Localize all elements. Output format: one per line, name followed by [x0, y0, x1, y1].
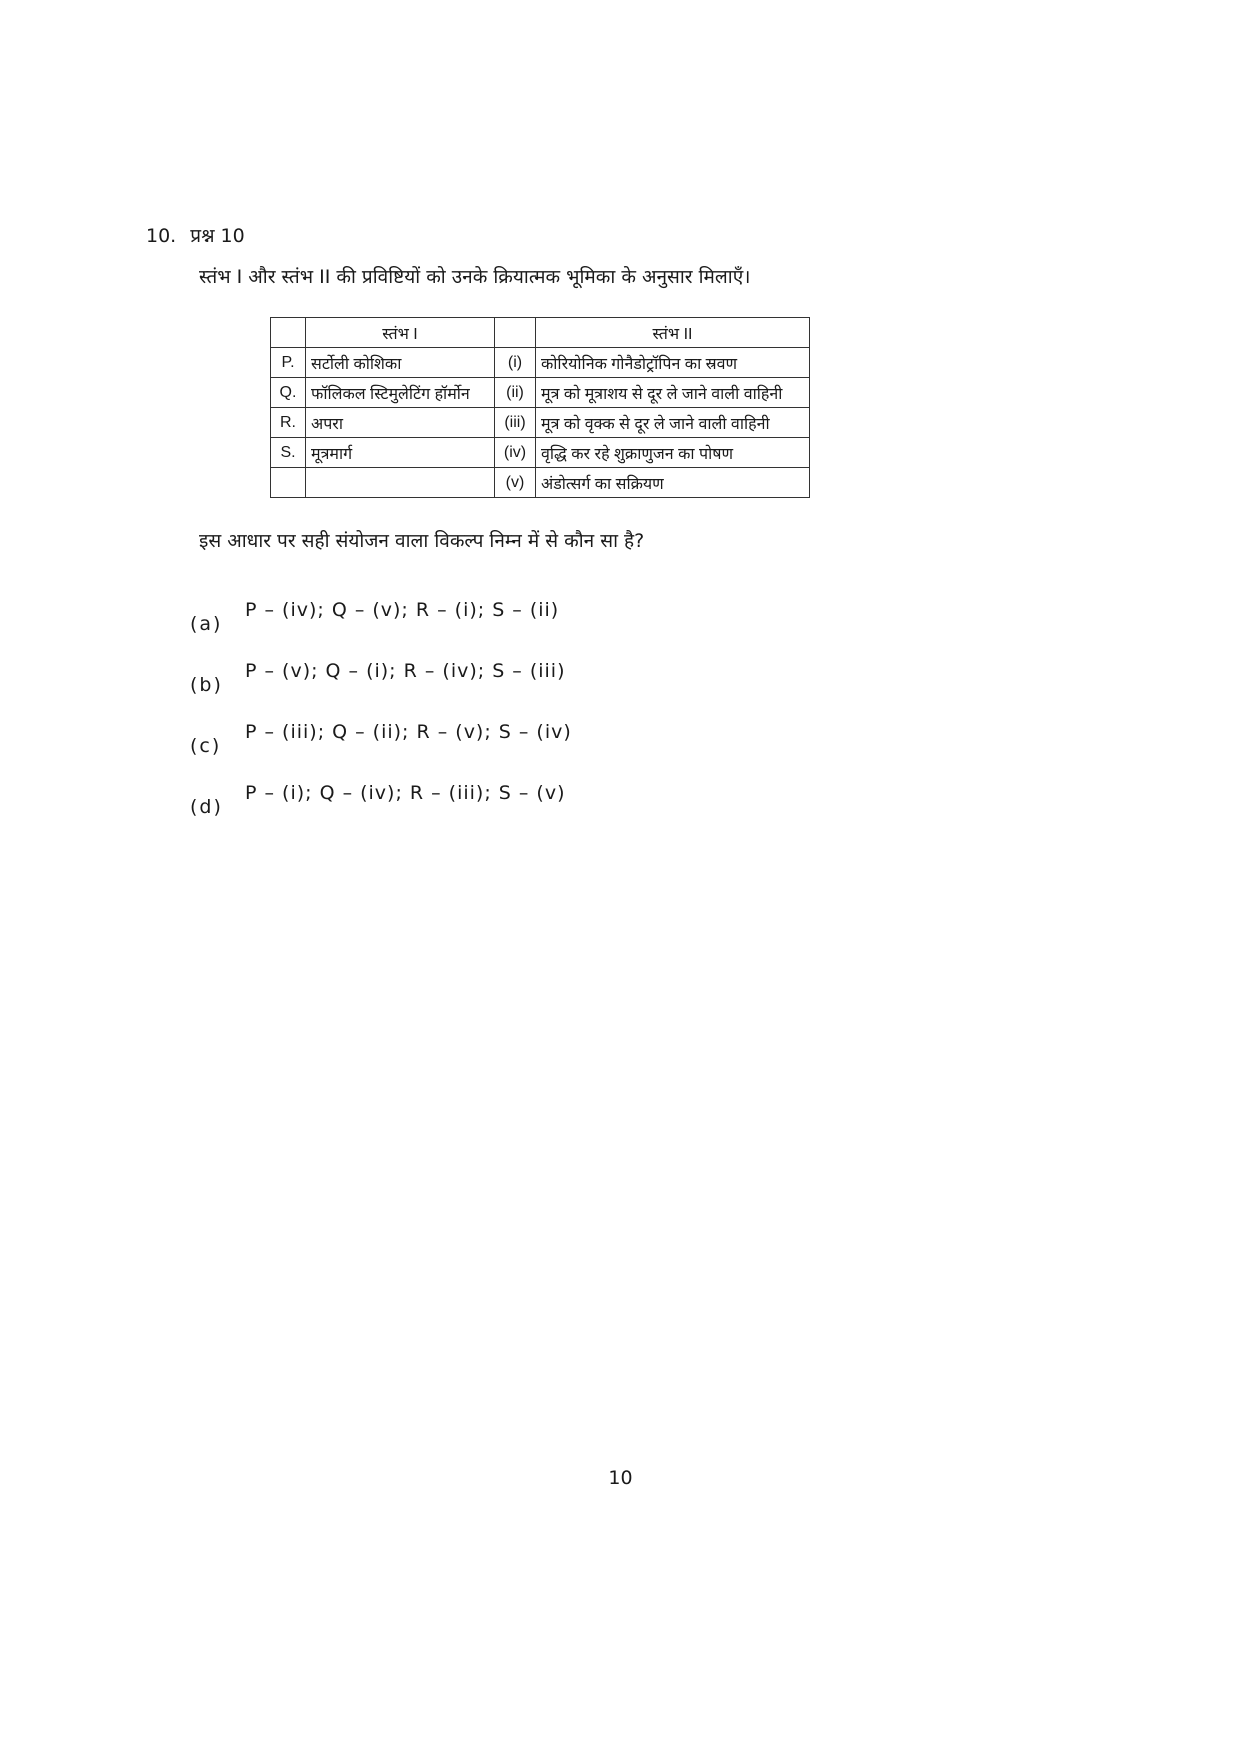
table-row	[271, 468, 810, 498]
column2-header: स्तंभ II	[536, 318, 810, 348]
question-number: 10.	[146, 225, 177, 247]
option-label: (b)	[190, 674, 223, 696]
column2-item: मूत्र को वृक्क से दूर ले जाने वाली वाहिनी	[536, 408, 810, 438]
row-letter: Q.	[271, 378, 306, 408]
column2-item: कोरियोनिक गोनैडोट्रॉपिन का स्रवण	[536, 348, 810, 378]
row-letter	[271, 468, 306, 498]
row-roman: (i)	[495, 348, 536, 378]
column1-item: फॉलिकल स्टिमुलेटिंग हॉर्मोन	[306, 378, 495, 408]
column2-item: मूत्र को मूत्राशय से दूर ले जाने वाली वाहिनी	[536, 378, 810, 408]
page-number: 10	[608, 1467, 633, 1489]
table-row	[271, 378, 810, 408]
question-instruction: स्तंभ I और स्तंभ II की प्रविष्टियों को उनके क्रियात्मक भूमिका के अनुसार मिलाएँ।	[199, 266, 751, 288]
table-row	[271, 408, 810, 438]
table-row	[271, 348, 810, 378]
column1-item: मूत्रमार्ग	[306, 438, 495, 468]
row-roman: (iv)	[495, 438, 536, 468]
header-blank-cell	[271, 318, 306, 348]
row-roman: (v)	[495, 468, 536, 498]
header-blank-cell	[495, 318, 536, 348]
column1-item: सर्टोली कोशिका	[306, 348, 495, 378]
question-heading	[146, 224, 245, 248]
row-roman: (ii)	[495, 378, 536, 408]
table-header-row	[271, 318, 810, 348]
column2-item: वृद्धि कर रहे शुक्राणुजन का पोषण	[536, 438, 810, 468]
question-prompt: इस आधार पर सही संयोजन वाला विकल्प निम्न में से कौन सा है?	[199, 530, 645, 552]
row-letter: S.	[271, 438, 306, 468]
column2-item: अंडोत्सर्ग का सक्रियण	[536, 468, 810, 498]
row-roman: (iii)	[495, 408, 536, 438]
option-label: (a)	[190, 613, 223, 635]
table-row	[271, 438, 810, 468]
option-text: P – (i); Q – (iv); R – (iii); S – (v)	[245, 782, 566, 804]
row-letter: R.	[271, 408, 306, 438]
column1-header: स्तंभ I	[306, 318, 495, 348]
question-title: प्रश्न 10	[190, 225, 245, 247]
option-text: P – (iii); Q – (ii); R – (v); S – (iv)	[245, 721, 572, 743]
option-label: (d)	[190, 796, 223, 818]
match-table	[270, 317, 810, 498]
column1-item: अपरा	[306, 408, 495, 438]
row-letter: P.	[271, 348, 306, 378]
option-text: P – (iv); Q – (v); R – (i); S – (ii)	[245, 599, 560, 621]
option-label: (c)	[190, 735, 222, 757]
option-text: P – (v); Q – (i); R – (iv); S – (iii)	[245, 660, 566, 682]
column1-item	[306, 468, 495, 498]
